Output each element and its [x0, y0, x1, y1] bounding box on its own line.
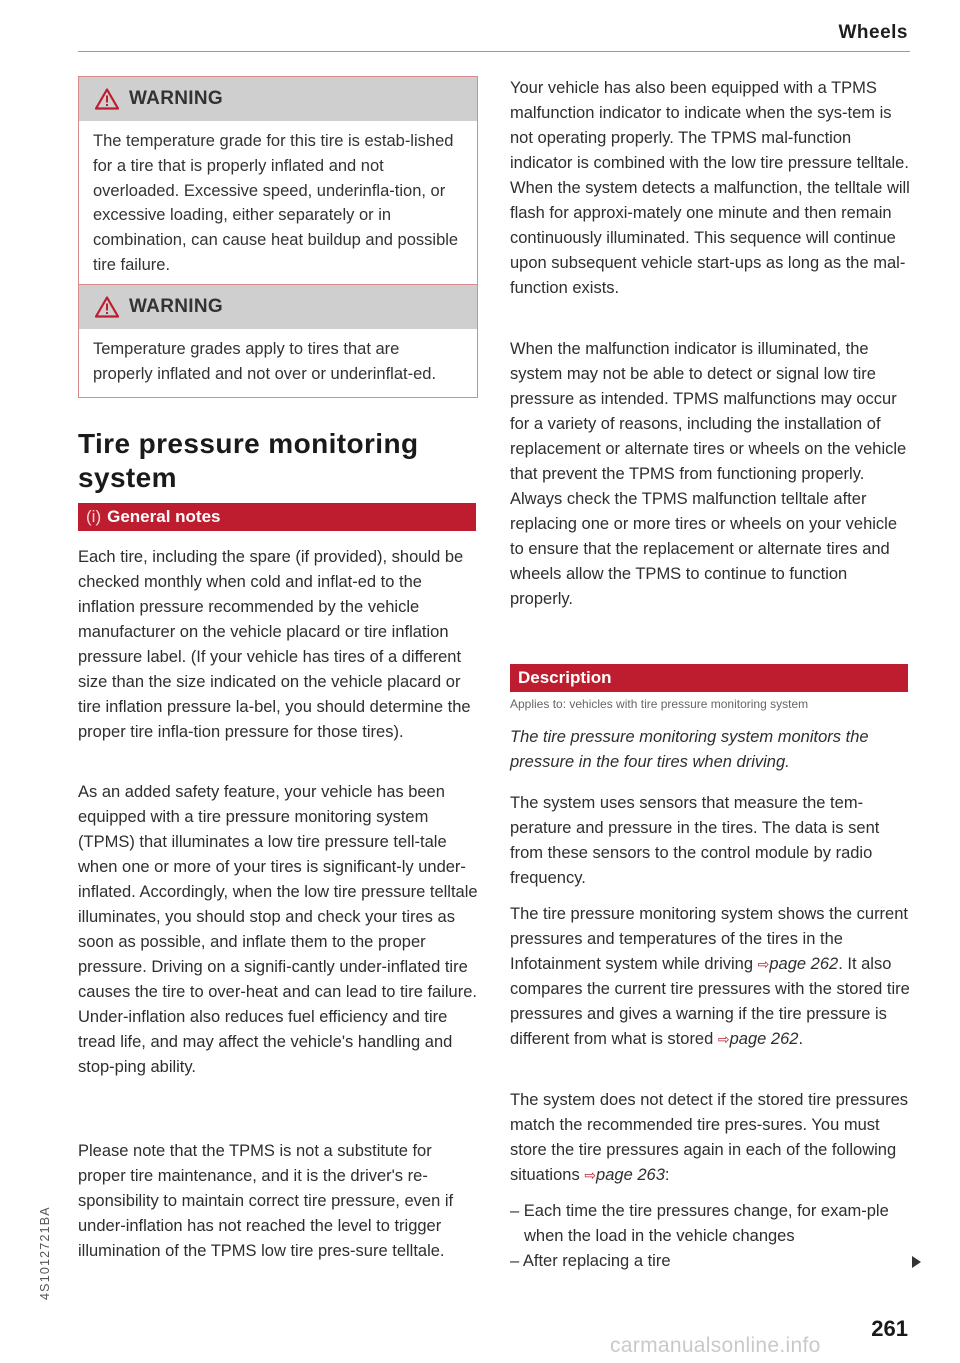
paragraph-malfunction-indicator: Your vehicle has also been equipped with a TPMS malfunction indicator to indicate when the sys-tem is not operating properly. The TPMS mal-function indicator is combined with the low tire pressure telltale. When the system detects a malfunction, the telltale will flash for approxi-mately one minute and then remain continuously illuminated. This sequence will continue upon subsequent vehicle start-ups as long as the mal-function exists.: [510, 79, 910, 297]
general-notes-label: General notes: [107, 507, 221, 526]
page-reference-link[interactable]: ⇨page 262: [717, 1030, 799, 1048]
warning-triangle-icon: [95, 88, 119, 110]
page-reference-link[interactable]: ⇨page 263: [584, 1166, 665, 1184]
note-icon: (i): [86, 507, 102, 526]
section-header: Wheels: [838, 22, 908, 43]
paragraph-sensors: The system uses sensors that measure the tem-perature and pressure in the tires. The data is sent from these sensors to the control module by radio frequency.: [510, 794, 880, 887]
header-rule: [78, 51, 910, 52]
paragraph-tpms-feature: As an added safety feature, your vehicle has been equipped with a tire pressure monitoring system (TPMS) that illuminates a low tire pressure tell-tale when one or more of your tires is significant-ly under-inflated. Accordingly, when the low tire pressure telltale illuminates, you should stop and check your tires as soon as possible, and inflate them to the proper pressure. Driving on a signifi-cantly under-inflated tire causes the tire to over-heat and can lead to tire failure. Under-inflation also reduces fuel efficiency and tire tread life, and may affect the vehicle's handling and stop-ping ability.: [78, 783, 478, 1076]
description-title: Description: [518, 668, 612, 687]
page-number: 261: [871, 1316, 908, 1341]
warning-text: Temperature grades apply to tires that are properly inflated and not over or underinflat-ed.: [93, 340, 437, 383]
arrow-right-icon: ⇨: [757, 956, 770, 972]
paragraph-stored-pressures: The system does not detect if the stored tire pressures match the recommended tire pres-sures. You must store the tire pressures again in each of the following situations ⇨page 263:: [510, 1091, 909, 1184]
paragraph-infotainment-display: The tire pressure monitoring system shows the current pressures and temperatures of the tires in the Infotainment system while driving ⇨page 262. It also compares the current tire pressures with the stored tire pressures and gives a warning if the tire pressure is different from what is stored ⇨page 262.: [510, 905, 910, 1048]
arrow-right-icon: ⇨: [584, 1167, 597, 1183]
document-code: 4S1012721BA: [38, 1206, 52, 1300]
continue-arrow-icon: [912, 1256, 921, 1268]
description-bar: [510, 664, 908, 692]
applies-to-note: Applies to: vehicles with tire pressure monitoring system: [510, 697, 809, 711]
section-title: Tire pressure monitoring system: [78, 428, 419, 493]
warning-title: WARNING: [129, 88, 223, 109]
paragraph-monthly-check: Each tire, including the spare (if provided), should be checked monthly when cold and inflat-ed to the inflation pressure recommended by the vehicle manufacturer on the vehicle placard or tire inflation pressure label. (If your vehicle has tires of a different size than the size indicated on the vehicle placard or tire inflation pressure la-bel, you should determine the proper tire infla-tion pressure for those tires).: [78, 548, 471, 741]
bullet-pressures-change: – Each time the tire pressures change, for exam-ple when the load in the vehicle changes: [510, 1202, 889, 1245]
warning-header: [79, 285, 477, 329]
general-notes-bar: [78, 503, 476, 531]
bullet-replacing-tire: – After replacing a tire: [510, 1252, 671, 1270]
paragraph-malfunction-illuminated: When the malfunction indicator is illuminated, the system may not be able to detect or signal low tire pressure as intended. TPMS malfunctions may occur for a variety of reasons, including the installation of replacement or alternate tires or wheels on the vehicle that prevent the TPMS from functioning properly. Always check the TPMS malfunction telltale after replacing one or more tires or wheels on your vehicle to ensure that the replacement or alternate tires and wheels allow the TPMS to continue to function properly.: [510, 340, 907, 608]
arrow-right-icon: ⇨: [717, 1031, 730, 1047]
watermark: carmanualsonline.info: [610, 1334, 821, 1357]
description-intro: The tire pressure monitoring system monitors the pressure in the four tires when driving.: [510, 728, 869, 771]
warning-text: The temperature grade for this tire is estab-lished for a tire that is properly inflated and not overloaded. Excessive speed, underinfla-tion, or excessive loading, either separately or in combination, can cause heat buildup and possible tire failure.: [93, 132, 459, 274]
page-reference-link[interactable]: ⇨page 262: [757, 955, 839, 973]
warning-triangle-icon: [95, 296, 119, 318]
warning-header: [79, 77, 477, 121]
warning-box-temperature-grades-apply: [78, 284, 478, 398]
warning-title: WARNING: [129, 296, 223, 317]
paragraph-tpms-not-substitute: Please note that the TPMS is not a substitute for proper tire maintenance, and it is the driver's re-sponsibility to maintain correct tire pressure, even if under-inflation has not reached the level to trigger illumination of the TPMS low tire pres-sure telltale.: [78, 1142, 454, 1260]
warning-box-temperature-grade: [78, 76, 478, 289]
